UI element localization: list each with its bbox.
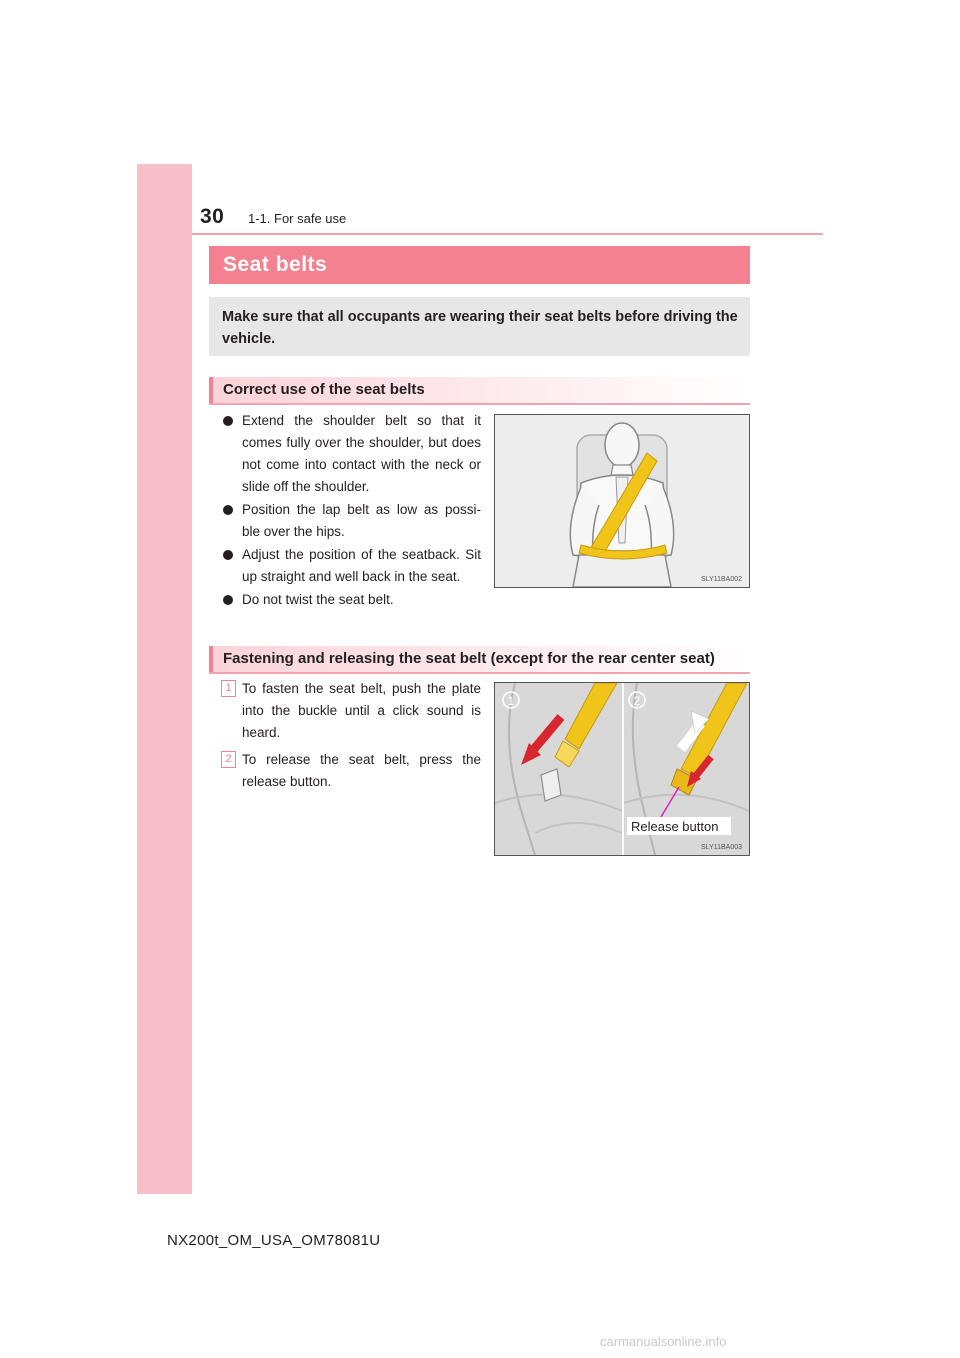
buckle-drawing xyxy=(495,683,749,855)
watermark: carmanualsonline.info xyxy=(600,1334,727,1349)
step-item xyxy=(221,749,481,793)
bullet-icon xyxy=(223,595,233,605)
page-title: Seat belts xyxy=(223,253,328,276)
list-item xyxy=(221,499,481,543)
section-title: 1-1. For safe use xyxy=(248,211,347,226)
list-item xyxy=(221,544,481,588)
seated-person-drawing xyxy=(495,415,749,587)
subheading-fastening xyxy=(209,646,750,674)
subheading-accent xyxy=(209,646,213,672)
title-banner xyxy=(209,246,750,284)
header-divider xyxy=(192,233,823,235)
step-item xyxy=(221,678,481,744)
subheading-text: Fastening and releasing the seat belt (except for the rear center seat) xyxy=(223,650,715,667)
figure-code: SLY11BA003 xyxy=(701,844,742,851)
step-number: 2 xyxy=(221,751,236,768)
list-item-text: Adjust the position of the seatback. Sit up straight and well back in the seat. xyxy=(242,547,481,584)
buckle-illustration xyxy=(494,682,750,856)
figure-code: SLY11BA002 xyxy=(701,576,742,583)
subheading-correct-use xyxy=(209,377,750,405)
step-number: 1 xyxy=(221,680,236,697)
list-item-text: Do not twist the seat belt. xyxy=(242,592,394,607)
fastening-steps xyxy=(221,678,481,798)
bullet-icon xyxy=(223,550,233,560)
list-item-text: Position the lap belt as low as possi- ble over the hips. xyxy=(242,502,481,539)
figure-label-2: 2 xyxy=(633,694,641,708)
list-item xyxy=(221,589,481,611)
bullet-icon xyxy=(223,505,233,515)
correct-use-list xyxy=(221,410,481,612)
list-item xyxy=(221,410,481,498)
list-item-text: Extend the shoulder belt so that it comes fully over the shoulder, but does not come into contact with the neck or slide off the shoulder. xyxy=(242,413,481,494)
document-code: NX200t_OM_USA_OM78081U xyxy=(167,1232,381,1249)
seated-person-illustration xyxy=(494,414,750,588)
side-tab-bar xyxy=(137,164,192,1194)
step-text: To fasten the seat belt, push the plate into the buckle until a click sound is heard. xyxy=(242,681,481,740)
page-number: 30 xyxy=(200,205,225,228)
figure-label-1: 1 xyxy=(507,694,515,708)
release-button-label: Release button xyxy=(631,819,719,834)
intro-text: Make sure that all occupants are wearing their seat belts before driving the vehicle. xyxy=(222,309,738,347)
intro-box xyxy=(209,297,750,356)
bullet-icon xyxy=(223,416,233,426)
subheading-text: Correct use of the seat belts xyxy=(223,381,425,398)
step-text: To release the seat belt, press the release button. xyxy=(242,752,481,789)
subheading-accent xyxy=(209,377,213,403)
